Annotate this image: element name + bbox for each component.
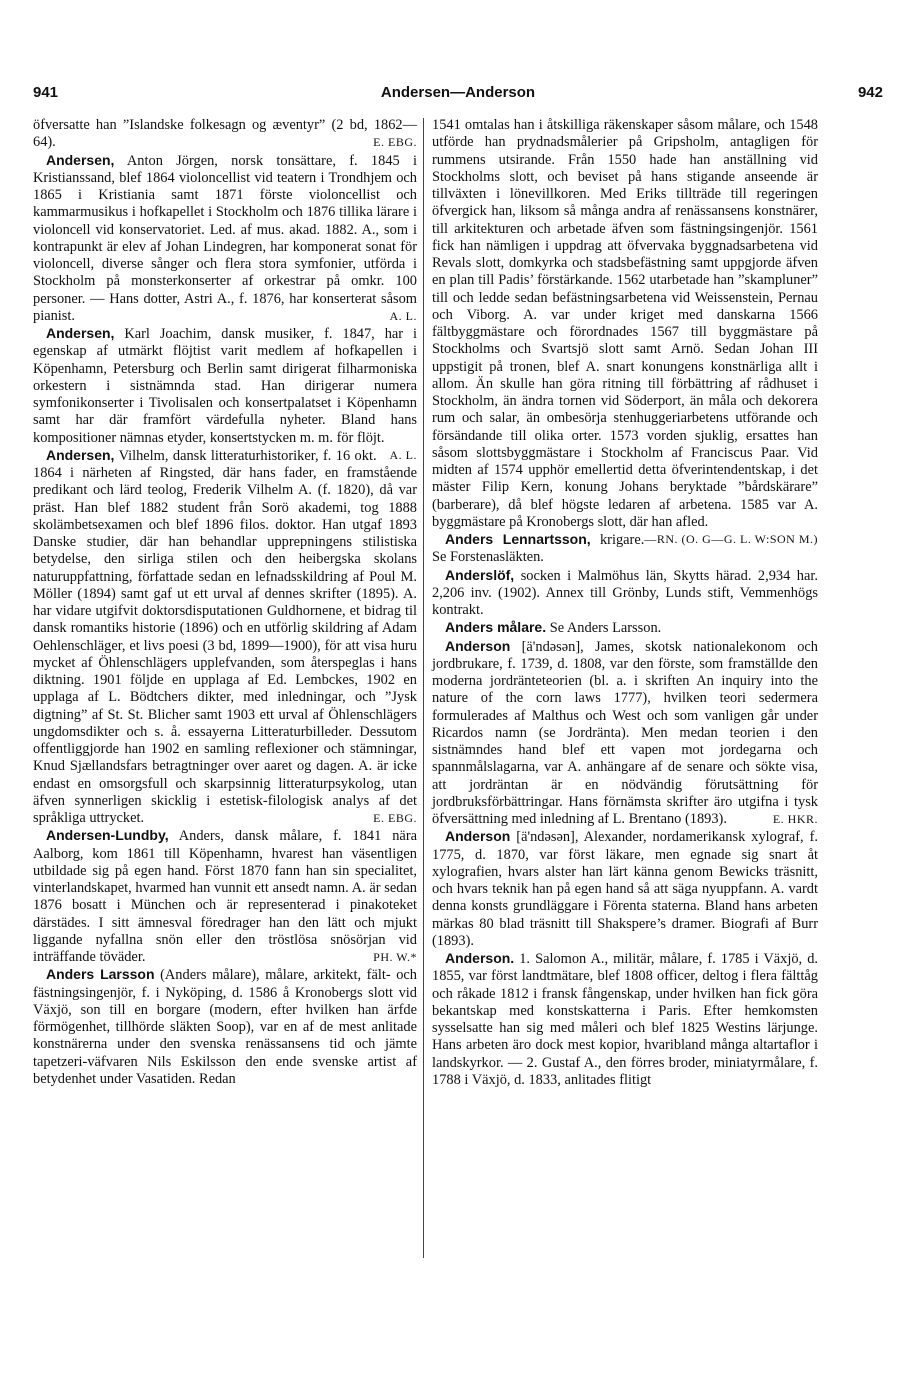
- headword: Andersen,: [45, 446, 115, 463]
- headword: Anders målare.: [444, 619, 547, 636]
- entry-anderslof: Anderslöf, socken i Malmöhus län, Skytts härad. 2,934 har. 2,206 inv. (1902). Annex till Grönby, Lunds stift, Vemmenhögs kontrakt.: [432, 566, 818, 618]
- signature: A. L.: [389, 308, 417, 323]
- entry-anderson-james: Anderson [ä'ndəsən], James, skotsk nationalekonom och jordbrukare, f. 1739, d. 1808, var den förste, som framställde den moderna jordränteteorien (bl. a. i skriften An inquiry into the nature of the corn laws 1777), hvilken teori sedermera formulerades af Malthus och West och som vanligen går under Ricardos namn (se Jordränta). Men medan teorien i den sistnämndes hand blef ett vapen mot jordegarna och spannmålslagarna, var A. anhängare af de senare och sökte visa, att jordräntan är en nödvändig förutsättning för jordbruksförbättringar. Hans förnämsta skrifter äro utgifna i tysk öfversättning med inledning af L. Brentano (1893). E. HKR.: [432, 637, 818, 827]
- headword: Andersen,: [45, 325, 115, 341]
- entry-anderson-salomon: Anderson. 1. Salomon A., militär, målare, f. 1785 i Växjö, d. 1855, var först landtmätare, blef 1808 officer, deltog i flera fälttåg och råkade 1812 i fransk fångenskap, under hvilken han fick göra bekantskap med konstskatterna i Paris. Efter hemkomsten sysselsatte han sig med måleri och blef 1825 Westins lärjunge. Hans arbeten äro dock mest kopior, hvaribland många altartaflor i landskyrkor. — 2. Gustaf A., den förres broder, miniatyrmålare, f. 1788 i Växjö, d. 1833, anlitades flitigt: [432, 950, 818, 1088]
- headword: Andersen-Lundby,: [45, 827, 169, 844]
- entry-andersen-vilhelm: Andersen, Vilhelm, dansk litteraturhistoriker, f. 16 okt. 1864 i närheten af Ringsted, där hans fader, en framstående predikant och lärd teolog, Frederik Vilhelm A. (f. 1820), då var präst. Han blef 1882 student från Sorö akademi, tog 1888 skolämbetsexamen och blef 1896 filos. doktor. Han utgaf 1893 Danske studier, där han behandlar upprepningens stilistiska betydelse, den sirliga stilen och den heibergska skolans naturuppfattning, författade sedan en lefnadsskildring af Poul M. Möller (1894) samt gaf ut ett urval af dennes skrifter (1895). A. har vidare utgifvit doktorsdisputationen Guldhornene, et bidrag til dansk romantiks historie (1896) och en utförlig skildring af Adam Oehlenschläger, et livs poesi (3 bd, 1899—1900), för att visa huru mycket af Öhlenschlägers upplefvanden, som återspeglas i hans diktning. 1901 följde en upplaga af Ed. Lembckes, 1902 en upplaga af L. Bödtchers dikter, med inledningar, och ”Jysk digtning” af St. St. Blicher samt 1903 ett urval af Öhlenschlägers ungdomsdikter och s. å. essayerna Litteraturbilleder. Dessutom offentliggjorde han 1902 en samling reflexioner och stämningar, Knud Sjællandsfars betragtninger over aaret og dagen. A. är icke endast en omsorgsfull och skarpsinnig litteraturpsykolog, utan äfven synnerligen skicklig i estetisk-filologisk analys af det språkliga uttrycket. E. EBG.: [33, 446, 417, 826]
- signature: E. EBG.: [373, 135, 417, 150]
- page-number-left: 941: [33, 84, 59, 101]
- signature: PH. W.*: [373, 950, 417, 964]
- running-title: Andersen—Anderson: [380, 84, 536, 101]
- entry-anderson-alexander: Anderson [ä'ndəsən], Alexander, nordamerikansk xylograf, f. 1775, d. 1870, var först läkare, men egnade sig snart åt xylografien, hvars alster han lärt känna genom Bewicks träsnitt, och hvars teknik han på egen hand så att säga nyuppfann. A. vardt denna konsts grundläggare i Förenta staterna. Bland hans arbeten märkas 80 blad träsnitt till Shakspere’s dramer. Biografi af Burr (1893).: [432, 828, 818, 949]
- entry-continuation: öfversatte han ”Islandske folkesagn og æventyr” (2 bd, 1862—64). E. EBG.: [33, 117, 417, 151]
- entry-anders-lennartsson: Anders Lennartsson, krigare. Se Forstenasläkten.: [432, 531, 645, 566]
- headword: Anders Lennartsson,: [444, 531, 591, 547]
- entry-andersen-karl: Andersen, Karl Joachim, dansk musiker, f. 1847, har i egenskap af utmärkt flöjtist varit medlem af hofkapellen i Köpenhamn, Petersburg och Berlin samt dirigerat filharmoniska orkestern i sistnämnda stad. Han dirigerar numera symfonikonserter i Tivolisalen och konsertpalatset i Köpenhamn samt har där framfört värdefulla nyheter. Bland hans kompositioner nämnas etyder, konsertstycken m. m. för flöjt. A. L.: [33, 325, 417, 447]
- headword: Anderson.: [444, 950, 515, 966]
- signature: A. L.: [389, 447, 417, 462]
- column-rule: [423, 118, 424, 1258]
- entry-andersen-lundby: Andersen-Lundby, Anders, dansk målare, f. 1841 nära Aalborg, kom 1861 till Köpenhamn, hvarest han väsentligen utbildade sig på egen hand. Först 1870 fann han sin specialitet, vinterlandskapet, hvarmed han vunnit ett ansedt namn. A. är sedan 1876 bosatt i München och är representerad i pinakoteket därstädes. I sitt ämnesval föredrager han den lätt och mjukt liggande nyfallna snön eller den tröstlösa snösörjan vid inträffande töväder. PH. W.*: [33, 827, 417, 965]
- signature: E. EBG.: [373, 811, 417, 825]
- signature: E. HKR.: [772, 812, 818, 826]
- entry-anders-malare: Anders målare. Se Anders Larsson.: [444, 619, 662, 637]
- left-column: [33, 117, 417, 1088]
- entry-continuation: 1541 omtalas han i åtskilliga räkenskaper såsom målare, och 1548 utförde han prydnadsmålerier på Gripsholm, antagligen för rummens utsirande. Från 1550 hade han anställning vid Stockholms slott, och beviset på hans stigande anseende är tillväxten i lönevillkoren. Med Eriks tillträde till regeringen öfvergick han, liksom så många andra af renässansens konstnärer, till arkitekturen och arbetade äfven som fästningsingenjör. 1561 fick han nämligen i uppdrag att öfvervaka byggnadsarbetena vid Revals slott, domkyrka och stadsbefästning samt uppgjorde äfven en plan till Padis’ förstärkande. 1562 utarbetade han ”skampluner” till och ledde sedan befästningsarbetena vid Weissenstein, Pernau och Viborg. A. var under kriget med danskarna 1566 fältbyggmästare och förordnades 1567 till byggmästare på Stockholms och Svartsjö slott samt Arnö. Sedan Johan III uppstigit på tronen, blef A. snart konungens konstnärliga allt i allom. Än skulle han göra ritning till förbättring af rådhuset i Stockholm, än ändra tornen vid Söderport, än måla och dekorera rum och salar, än ombesörja stenhuggeriarbetens utförande och försändande till olika orter. 1573 vorden sjuklig, ersattes han såsom slottsbyggmästare i Stockholm af Franciscus Paar. Vid midten af 1574 upphör emellertid detta öfverintendentskap, i det mäster Filip Kern, konung Johans beryktade ”bårdskärare” (barberare), då blef högste ledaren af arbetena. 1585 var A. byggmästare på Kronobergs slott, där han afled. —RN. (O. G—G. L. W:SON M.): [432, 117, 818, 531]
- headword: Anderson: [444, 828, 511, 845]
- entry-anders-larsson: Anders Larsson (Anders målare), målare, arkitekt, fält- och fästningsingenjör, f. i Nyköping, d. 1586 å Kronobergs slott vid Växjö, son till en borgare (modern, efter hvilken han ärfde förmögenhet, tillhörde släkten Soop), var en af de mest anlitade konstnärerna under den svenska renässansens tid och jämte tapetzeri-väfvaren Nils Eskilsson den ende svenske artist af betydenhet under Vasatiden. Redan: [33, 966, 417, 1087]
- right-column: [432, 117, 818, 1089]
- entry-andersen-anton: Andersen, Anton Jörgen, norsk tonsättare, f. 1845 i Kristianssand, blef 1864 violoncellist vid teatern i Trondhjem och 1865 i Kristiania samt 1871 förste violoncellist och kammarmusikus i hofkapellet i Stockholm och 1876 tillika lärare i violoncell vid konservatoriet. Led. af mus. akad. 1882. A., som i kontrapunkt är elev af Johan Lindegren, har komponerat sonat för violoncell, diverse sånger och flera stora symfonier, utförda i Stockholm på monsterkonserter af orkestrar på omkr. 100 personer. — Hans dotter, Astri A., f. 1876, har konserterat såsom pianist. A. L.: [33, 151, 417, 324]
- headword: Anderslöf,: [444, 566, 515, 583]
- headword: Anderson: [444, 637, 511, 654]
- headword: Andersen,: [45, 151, 115, 168]
- page-header: [33, 84, 883, 106]
- page-number-right: 942: [857, 84, 883, 101]
- signature: —RN. (O. G—G. L. W:SON M.): [644, 532, 818, 546]
- headword: Anders Larsson: [45, 966, 155, 983]
